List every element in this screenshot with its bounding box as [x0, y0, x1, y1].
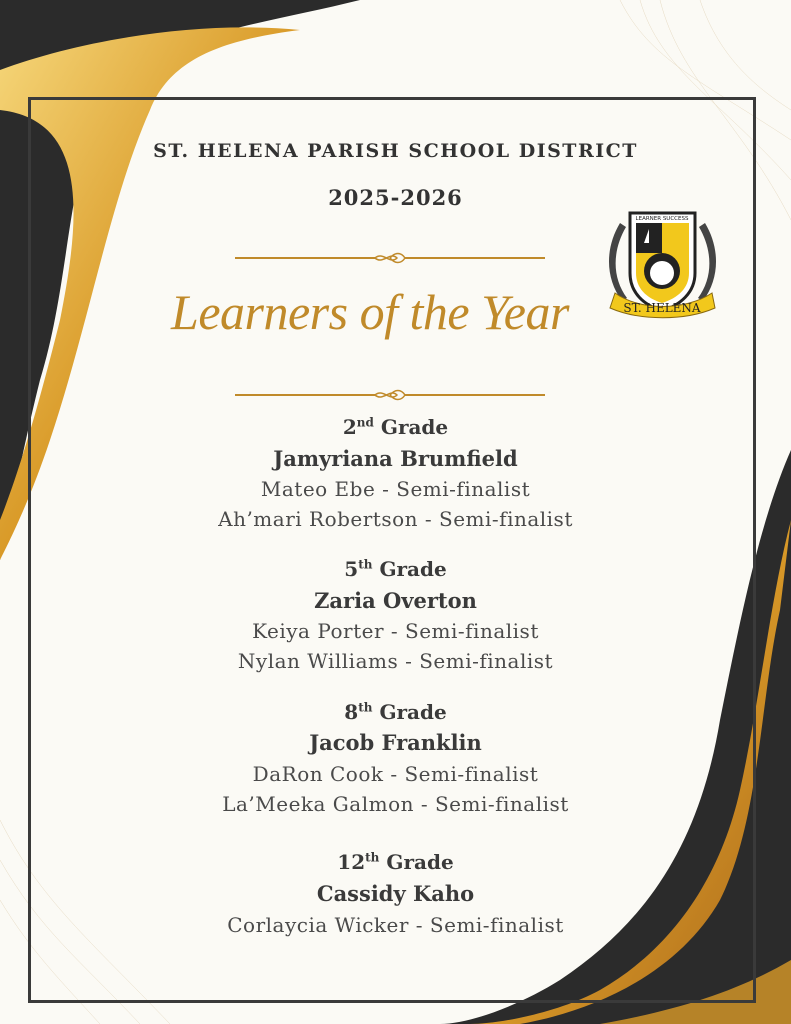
- grade-heading: 8th Grade: [344, 700, 447, 724]
- semifinalist: DaRon Cook - Semi-finalist: [252, 762, 539, 786]
- school-year: 2025-2026: [328, 185, 463, 210]
- winner-name: Jacob Franklin: [309, 730, 482, 755]
- grade-heading: 2nd Grade: [342, 415, 449, 439]
- ornament-divider: [235, 388, 545, 402]
- semifinalist: Corlaycia Wicker - Semi-finalist: [227, 913, 564, 937]
- logo-name: ST. HELENA: [623, 301, 701, 315]
- grade-heading: 5th Grade: [344, 557, 447, 581]
- semifinalist: Keiya Porter - Semi-finalist: [252, 619, 539, 643]
- winner-name: Jamyriana Brumfield: [273, 446, 518, 471]
- semifinalist: Mateo Ebe - Semi-finalist: [260, 477, 531, 501]
- semifinalist: La’Meeka Galmon - Semi-finalist: [222, 792, 569, 816]
- semifinalist: Ah’mari Robertson - Semi-finalist: [218, 507, 573, 531]
- grade-heading: 12th Grade: [337, 850, 454, 874]
- logo-motto: LEARNER SUCCESS: [635, 216, 689, 222]
- school-district-logo: [600, 193, 725, 323]
- winner-name: Zaria Overton: [314, 588, 477, 613]
- district-name: ST. HELENA PARISH SCHOOL DISTRICT: [153, 140, 638, 162]
- winner-name: Cassidy Kaho: [316, 881, 475, 906]
- ornament-divider: [235, 251, 545, 265]
- semifinalist: Nylan Williams - Semi-finalist: [237, 649, 554, 673]
- page-title: Learners of the Year: [171, 284, 569, 340]
